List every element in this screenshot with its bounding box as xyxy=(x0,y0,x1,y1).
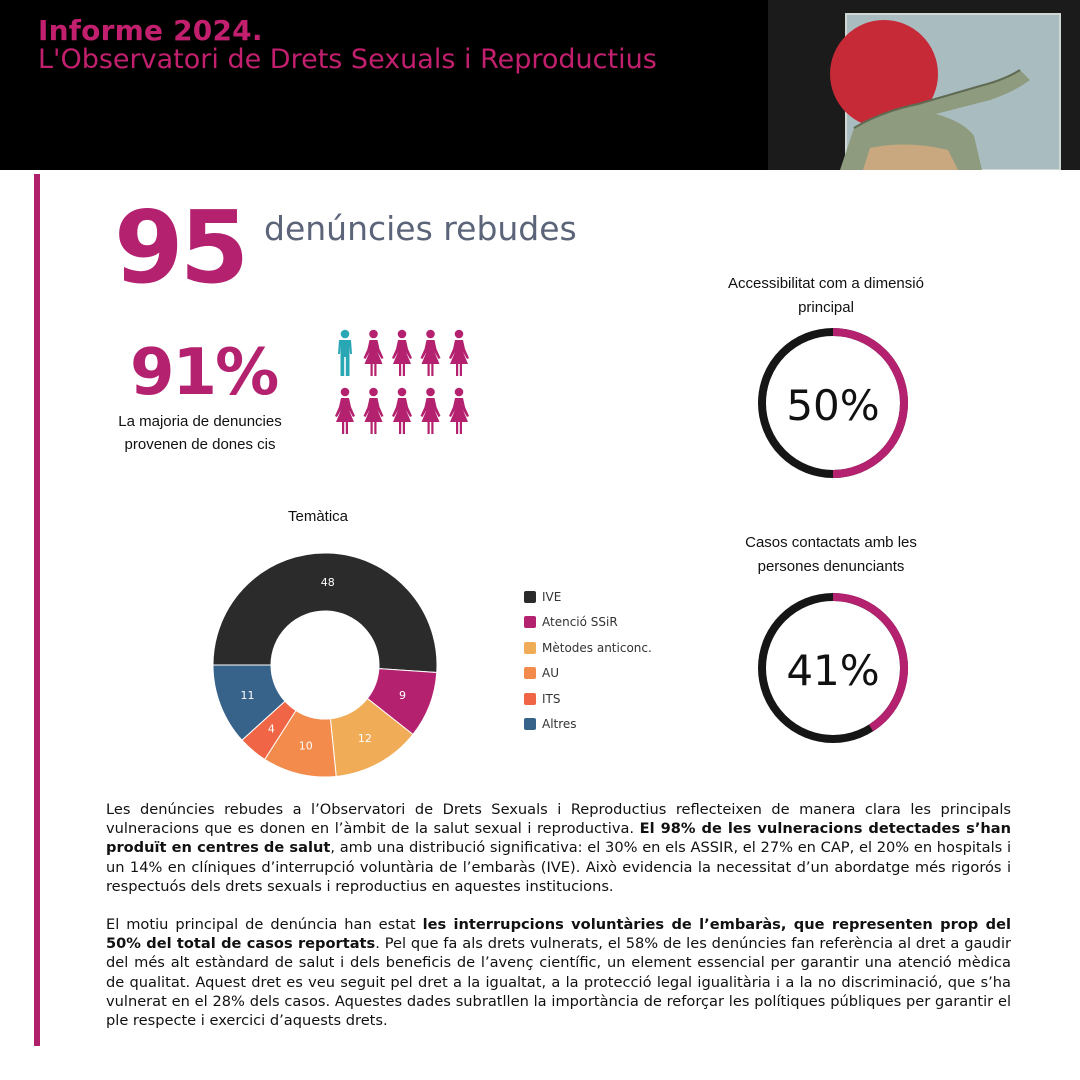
gauge-title-contacted: Casos contactats amb les persones denunciants xyxy=(745,534,917,575)
legend-label: Altres xyxy=(542,717,577,732)
gauge-accessibility-value: 50% xyxy=(786,381,880,430)
text-span: Les denúncies rebudes a l’Observatori de Drets Sexuals i Reproductius reflecteixen de manera clara les principals vulneracions que es donen en l’àmbit de la salut sexual i reproductiva. xyxy=(106,801,1011,838)
legend-item xyxy=(524,610,652,636)
text-span: El motiu principal de denúncia han estat xyxy=(106,916,423,934)
donut-value-label: 11 xyxy=(240,688,255,702)
donut-chart xyxy=(200,540,450,790)
header-banner xyxy=(0,0,1080,170)
donut-value-label: 9 xyxy=(398,688,406,702)
donut-slice-ive xyxy=(213,553,437,672)
legend-swatch xyxy=(524,642,536,654)
person-woman-icon xyxy=(421,388,441,434)
person-woman-icon xyxy=(449,330,469,376)
legend-label: Mètodes anticonc. xyxy=(542,640,652,655)
person-woman-icon xyxy=(364,388,384,434)
chart-title: Temàtica xyxy=(287,508,349,525)
person-woman-icon xyxy=(392,388,412,434)
body-text xyxy=(106,800,1011,1049)
legend-swatch xyxy=(524,616,536,628)
legend-label: AU xyxy=(542,666,559,681)
paragraph-2 xyxy=(106,915,1011,1030)
legend-item xyxy=(524,635,652,661)
legend-item xyxy=(524,686,652,712)
cis-women-percent: 91% xyxy=(130,336,278,410)
text-span-bold: les interrupcions voluntàries de l’embaràs, que representen prop del 50% del total de casos reportats xyxy=(106,916,1011,953)
text-span: . Pel que fa als drets vulnerats, el 58% de les denúncies fan referència al dret a gaudir del més alt estàndard de salut i dels beneficis de l’avenç científic, un element essencial per garantir una atenció mèdica de qualitat. Aquest dret es veu seguit pel dret a la igualtat, a la protecció legal igualitària i a la no discriminació, que s’ha vulnerat en el 28% dels casos. Aquestes dades subratllen la importància de reforçar les polítiques públiques per garantir el ple respecte i exercici d’aquests drets. xyxy=(106,935,1011,1030)
legend-item xyxy=(524,712,652,738)
legend-item xyxy=(524,661,652,687)
cis-women-caption: La majoria de denuncies provenen de dones cis xyxy=(118,413,282,453)
donut-value-label: 10 xyxy=(298,739,313,753)
report-subtitle: L'Observatori de Drets Sexuals i Reproductius xyxy=(38,44,657,75)
donut-value-label: 4 xyxy=(267,722,275,736)
gauge-title-accessibility: Accessibilitat com a dimensió principal xyxy=(728,275,924,316)
legend-swatch xyxy=(524,693,536,705)
legend-label: ITS xyxy=(542,691,561,706)
person-woman-icon xyxy=(449,388,469,434)
legend-label: Atenció SSiR xyxy=(542,615,618,630)
person-man-icon xyxy=(338,330,352,376)
header-collage-image xyxy=(768,0,1080,170)
chart-legend xyxy=(524,584,652,737)
legend-swatch xyxy=(524,667,536,679)
legend-swatch xyxy=(524,718,536,730)
donut-value-label: 12 xyxy=(357,731,372,745)
gauge-contacted xyxy=(748,583,918,753)
legend-swatch xyxy=(524,591,536,603)
paragraph-1 xyxy=(106,800,1011,896)
people-pictogram xyxy=(330,322,480,444)
text-span-bold: El 98% de les vulneracions detectades s’han produït en centres de salut xyxy=(106,820,1011,857)
person-woman-icon xyxy=(392,330,412,376)
gauge-accessibility xyxy=(748,318,918,488)
decorative-side-bar xyxy=(34,174,40,1046)
legend-label: IVE xyxy=(542,589,562,604)
legend-item xyxy=(524,584,652,610)
text-span: , amb una distribució significativa: el 30% en els ASSIR, el 27% en CAP, el 20% en hospitals i un 14% en clíniques d’interrupció voluntària de l’embaràs (IVE). Això evidencia la necessitat d’un abordatge més rigorós i respectuós dels drets sexuals i reproductius en aquestes institucions. xyxy=(106,839,1011,895)
person-woman-icon xyxy=(421,330,441,376)
person-woman-icon xyxy=(364,330,384,376)
complaints-label: denúncies rebudes xyxy=(264,209,577,248)
report-title: Informe 2024. xyxy=(38,14,263,47)
gauge-contacted-value: 41% xyxy=(786,646,880,695)
donut-value-label: 48 xyxy=(320,576,335,590)
person-woman-icon xyxy=(335,388,355,434)
complaints-count: 95 xyxy=(114,189,246,306)
